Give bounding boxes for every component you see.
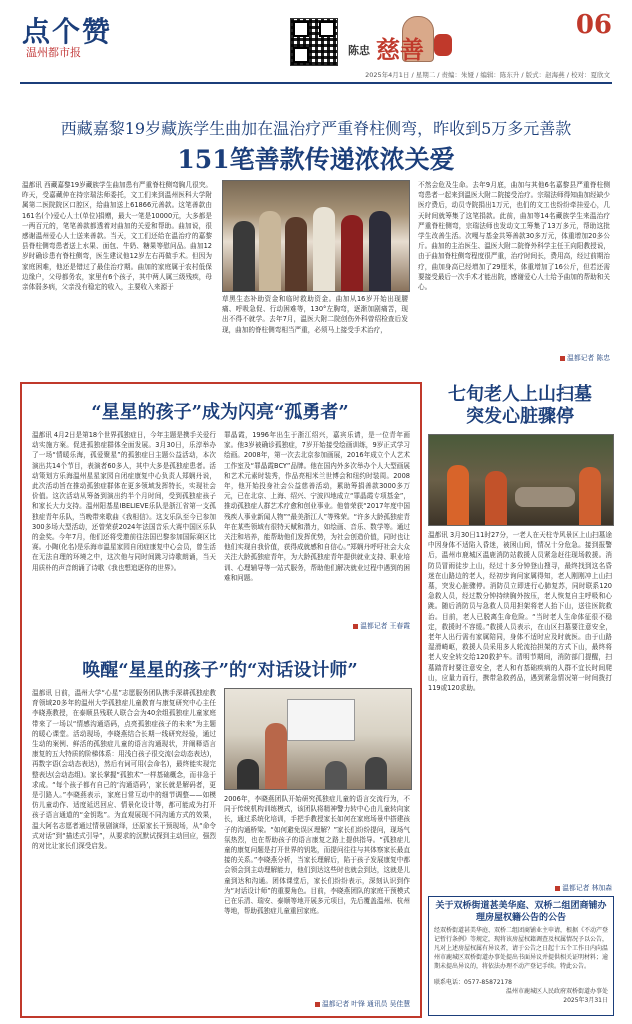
designer-reporter [224, 998, 410, 1008]
rescue-photo [428, 434, 614, 526]
stars-column-2: 罪晶霞，1996年出生于浙江绍兴，嘉宾乐请，是一位青年画家。他3岁被确诊孤独症，7岁开始接受绘画训练，9岁正式学习绘画。2008年，第一次去北京参加画展，2016年成立个人艺术工作室及“罪晶霞BCY”品牌。他在国内外多次举办个人大型画展和艺术元素时装秀，作品亮相米兰世博会和纽约时装周。2008年，他开始投身社会公益慈善活动，累助筹捐善款3000多万元，已在北京、上海、绍兴、宁波四地成立“罪晶霞专项基金”，推动孤独症人群艺术疗愈和创业事业。他曾荣获“2017年度中国残疾人事业新闻人物”“最美浙江人”等殊荣。“许多大龄孤独症青年在某些领域有很特天赋和潜力，如绘画、音乐、数学等。通过关注和培养，能帮助他们发挥优势，为社会创造价值，同时也让他们实现自我价值，获得成就感和自信心。”郑娴丹呼吁社会大众关注大龄孤独症青年，为大龄孤独症青年提供就业支持、职业培训、心理辅导等一站式服务，帮助他们解决就业过程中遇到的困难和问题。 [224, 431, 410, 582]
stars-headline: “星星的孩子”成为闪亮“孤勇者” [91, 402, 349, 423]
notice-date: 2025年3月31日 [563, 997, 608, 1004]
patient-figure [515, 487, 575, 507]
stars-reporter [224, 620, 410, 630]
elder-headline-line-2: 突发心脏骤停 [466, 406, 574, 427]
elder-reporter [428, 882, 612, 892]
column-logo-prefix: 陈忠 [348, 44, 370, 57]
column-logo-main: 慈善 [376, 35, 424, 64]
section-title: 点个赞 [22, 15, 113, 48]
byline-square-icon [560, 356, 565, 361]
thumbs-up-icon [434, 34, 452, 56]
column-logo [348, 16, 456, 68]
lead-column-2: 不然会危及生命。去年9月底，曲加与其他6名嘉黎县严重脊柱侧弯患者一起来到温医大附二院接受治疗。宗瑞法师得知曲加经缺少医疗费后，动员寺院捐出1万元，也们的文工也纷纷牵挂爱心，几天时间就筹集了这笔捐款。此前，曲加等14名藏族学生来温治疗严重脊柱侧弯，宗瑞法师也发动文工筹集了13万多元，帮助这批学生改善生活。次嘎与基金共筹善款30多万元，体重增加20多公斤。曲加的主治医生、温医大附二院脊外科学主任王向阳教授说，由于曲加脊柱侧弯程度很严重，治疗时间长，费用高，经过前期治疗，曲加身高已经增加了29厘米，体重增加了16公斤，但若还需要接受最后一次手术才能出院，感谢爱心人士给予曲加的帮助和关心。 [418, 181, 610, 292]
notice-contact: 联系电话：0577-85872178 [434, 979, 512, 986]
designer-photo [224, 688, 412, 790]
lead-reporter-text: 温都记者 陈忠 [567, 354, 610, 362]
lead-column-1: 温都讯 西藏嘉黎19岁藏族学生曲加患有严重脊柱侧弯胸几很突。昨天，受嘉藏仲在持宗瑞法师委托，文工们来到温州医科大学附属第二医院院区口腔区，给曲加送上61866元善款。这笔善款由161名(个)爱心人士(单位)捐赠，最大一笔是10000元，大多都是一两百元的，笔笔善款都透着对曲加的关爱和帮助。曲加说，很感谢温州爱心人士送来善款。当天，文工们还给在温治疗的嘉黎县脊柱侧弯患者送上水果、面包、牛奶、糖果等慰问品。曲加12岁时确诊患有脊柱侧弯，医生建议他12岁左右再做手术。但因为家庭困难，他还是错过了最佳治疗期。曲加的家庭属于农村低保边缘户，父母都务农，家里有6个孩子，其中两人属三级残疾，母亲体弱多病，父亲没有稳定的收入，主要收入来源于 [22, 181, 212, 292]
lead-reporter [418, 352, 610, 362]
elder-headline [428, 384, 612, 428]
designer-reporter-text: 温都记者 叶锋 通讯员 吴佳慧 [321, 1000, 410, 1008]
lead-subheadline: 西藏嘉黎19岁藏族学生曲加在温治疗严重脊柱侧弯，昨收到5万多元善款 [60, 119, 572, 138]
public-notice [428, 896, 614, 1016]
projector-screen [287, 699, 355, 741]
qr-code-icon [290, 18, 338, 66]
stars-reporter-text: 温都记者 王春霞 [360, 622, 410, 630]
lead-headline: 151笔善款传递浓浓关爱 [177, 145, 455, 174]
designer-column-1: 温都讯 日前，温州大学“心星”志愿服务团队携手深耕孤独症教育领域20多年的温州大学孤独症儿童教育与康复研究中心主任李晓燕教授，在泰顺县残联人联合会为40余组孤独症儿童家庭带来了一场以“情感沟通语码，点亮孤独症孩子的未来”为主题的暖心课堂。活动现场，李晓燕结合长期一线研究经验，通过生动的案例、鲜活的孤独症儿童的语言沟通现状，并阐释语言康复的五大特质的阶梯体系：用浅白孩子很交流(会动态表达)，再数字语(会动态表达)，然后有词可用(会命名)，最终能实现完整表达(会动态组)。家长掌握“孤独术”一样基础概念，而非急于求成。“每个孩子都有自己的‘沟通语码’，家长就是解码者，更是引路人。”李晓燕表示，家庭日常互动中的细节调整——如模仿儿童动作、适度延迟回应、情景化设计等，都可能成为打开孩子语言通道的“金钥匙”。为直观展现不同沟通方式的效果，温大阿名志愿者通过情景剧演绎，还原家长干预现场，从“命令式对话”到“描述式引导”，从要求的沉默试探到主动回应，强烈的对比让家长们深受启发。 [32, 689, 216, 851]
notice-issuer: 温州市鹿城区人民政府双桥街道办事处 [505, 988, 608, 995]
notice-title: 关于双桥街道甚美华庭、双桥二组团商铺办理房屋权籍公告的公告 [435, 901, 607, 923]
stars-column-1: 温都讯 4月2日是第18个世界孤独症日，今年主题是携手关爱行动实施方案。促进孤独症群体全面发展。3月30日，乐淳举办了一场“情暖乐海，孤爱聚星”的孤独症日主题公益活动，本次演出共14个节目，表演者60多人，其中大多是孤独症患者。活动策划方乐海温州星星家园自闭症康复中心负责人郑娴丹说，此次活动旨在推动孤独症群体在更多领域发挥特长，实现社会价值。这次活动从筹备到演出约半个月时间，受到孤独症孩子和家长大力支持。温州阳基星IBELIEVE乐队是浙江省第一支孤独症青年乐队，当晚带来歌曲《我相信》。这支乐队至今已参加300多场大型活动，还曾荣获2024年法国音乐大赛中国区乐队的金奖。今年7月，他们还将受邀前往法国巴黎参加国际赛区比赛。小陶(化名)是乐海市温星家园自闭症康复中心会员，曾生活在无法自理的环境之中，这次他与同时间跳习诗歌朗诵，当天用质朴的声音朗诵了诗歌《我也想追逐你的世界》。 [32, 431, 216, 572]
elder-reporter-text: 温都记者 林加森 [562, 884, 612, 892]
elder-headline-line-1: 七旬老人上山扫墓 [448, 384, 592, 405]
header-rule [20, 82, 612, 84]
designer-headline: 唤醒“星星的孩子”的“对话设计师” [82, 660, 358, 681]
byline-square-icon [555, 886, 560, 891]
edition-meta: 2025年4月1日 / 星期二 / 责编：朱娅 / 编辑：陈东升 / 版式：赵海燕 / 校对：夏欣文 [365, 71, 610, 79]
lead-photo-caption: 草黑生态补助资金和临时救助资金。曲加从16岁开始出现腰痛、呼吸急促、行动困难等，130°左胸弯，逐渐加剧痛苦，现出不得不就学。去年7月，温医大附二院创伤外科曾绍检查后发现，曲加的脊柱侧弯相当严重，必须马上接受手术治疗， [222, 295, 408, 334]
designer-column-2: 2006年，李晓燕团队开始研究孤独症儿童的语言交流行为，不同于传统机构训练模式，该团队将精神警力转中心由儿童转向家长，通过系统化培训，手把手教授家长如何在家庭场景中搭建孩子的沟通桥梁。“如何避免误区理解？”家长们纷纷提问，现场气氛热烈，也在帮助孩子的语言康复之路上提供指导。“孤独症儿童的康复问题是打开世界的钥匙，而提问往往与其体察家长最直接的关系。”李晓燕分析，当家长理解后，陷于孩子发展康复中都会领会到主动理解能力，他们到达这些时也就会到达，这就是儿童到达和沟通。团体课堂后，家长们纷纷表示，深刻认识到作为“对话设计师”的重要角色。目前，李晓燕团队的家庭干预模式已在乐清、瑞安、泰顺等地开展多元项目，先后覆盖温州、杭州等地，帮助孤独症儿童重回家庭。 [224, 795, 410, 916]
newspaper-name: 温州都市报 [26, 46, 81, 59]
byline-square-icon [353, 624, 358, 629]
lead-photo [222, 180, 410, 292]
notice-body: 经双桥街道甚美华庭、双桥二组团商铺业主申请，根据《不动产登记暂行条例》等规定，现将该房屋权籍调查及权属情况予以公告，凡对上述房屋权属有异议者，请于公告之日起十五个工作日内向温州市鹿城区双桥街道办事处提出书面异议并提供相关证明材料；逾期未提出异议的，将依法办理不动产登记手续。特此公告。 [434, 927, 609, 970]
page-number: 06 [575, 10, 612, 40]
elder-body: 温都讯 3月30日11时27分，一老人在天柱寺风景区上山扫墓途中因身体不适陷入昏迷，被困山间，情况十分危急。接到报警后，温州市鹿城区温鹿消防站救援人员紧急赶往现场救援。消防员冒雨徒步上山，经过十多分钟登山搜寻，最终找到这名昏迷在山路边的老人，经初步询问家属得知，老人刚刚冲上山扫墓，突发心脏骤停。消防员立即进行心肺复苏，同时联系120急救人员，经过数分钟持续胸外按压，老人恢复自主呼吸和心跳。随后消防员与急救人员用担架将老人抬下山，送往医院救治。目前，老人已脱离生命危险。“当时老人生命体征很不稳定，救援时不容缓。”救援人员表示，在山区扫墓要注意安全，老年人出行需有家属陪同，身体不适时应及时就医。由于山路湿滑崎岖，救援人员采用多人轮流抬担架的方式下山，最终将老人安全转交给120救护车。清明节期间，消防部门提醒，扫墓踏青时要注意安全，老人和有基础疾病的人群不宜长时间爬山，应量力而行，携带急救药品，遇到紧急情况第一时间拨打119或120求助。 [428, 531, 612, 693]
byline-square-icon [315, 1002, 320, 1007]
